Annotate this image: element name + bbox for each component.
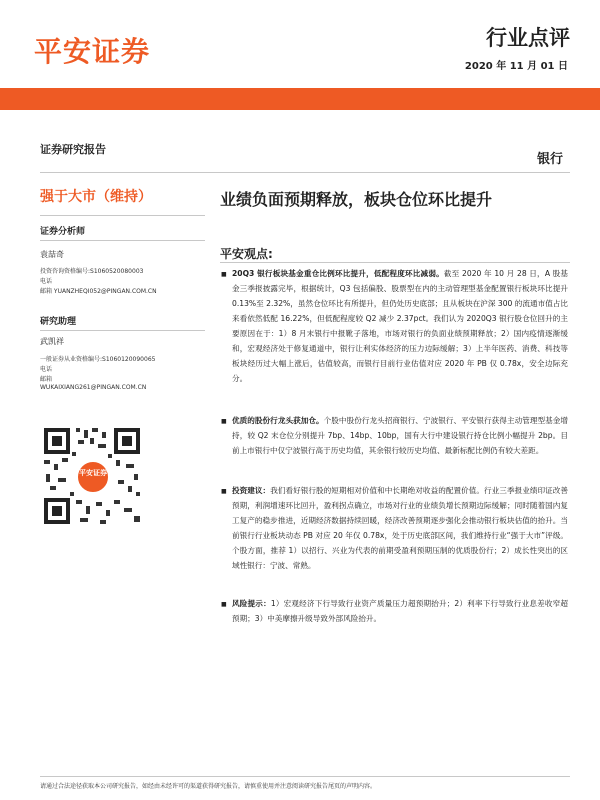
rating-label: 强于大市（维持） bbox=[40, 189, 152, 205]
divider bbox=[40, 215, 205, 216]
page-title: 业绩负面预期释放，板块仓位环比提升 bbox=[220, 190, 493, 209]
company-logo: 平安证券 bbox=[34, 35, 151, 68]
divider bbox=[40, 330, 205, 331]
divider bbox=[40, 776, 570, 777]
view-paragraph-3 bbox=[232, 483, 568, 573]
paragraph-lead: 风险提示： bbox=[232, 599, 271, 608]
analyst-email[interactable]: 邮箱 YUANZHEQI052@PINGAN.COM.CN bbox=[40, 288, 157, 295]
qr-code[interactable] bbox=[40, 424, 144, 528]
bullet-icon: ■ bbox=[221, 418, 227, 425]
document-class: 证券研究报告 bbox=[40, 143, 106, 156]
bullet-icon: ■ bbox=[221, 601, 227, 608]
assistant-email-label: 邮箱 bbox=[40, 376, 53, 383]
paragraph-body: 我们看好银行股的短期相对价值和中长期绝对收益的配置价值。行业三季报业绩印证改善预期，利润增速环比回升，盈利拐点确立，市场对行业的业绩负增长预期边际缓解；同时随着国内复工复产的稳步推进，近期经济数据持续回暖，经济改善预期逐步强化会推动银行板块估值的抬升。当前银行行业板块动态 PB 对应 20 年仅 0.78x，处于历史底部区间，我们维持行业“强于大市”评级。个股方面，推荐 1）以招行、兴业为代表的前期受盈利预期压制的优质股份行；2）成长性突出的区域性银行：宁波、常熟。 bbox=[232, 486, 568, 570]
report-type: 行业点评 bbox=[486, 26, 570, 50]
paragraph-body: 1）宏观经济下行导致行业资产质量压力超预期抬升；2）利率下行导致行业息差收窄超预期；3）中美摩擦升级导致外部风险抬升。 bbox=[232, 599, 568, 623]
divider bbox=[220, 262, 570, 263]
bullet-icon: ■ bbox=[221, 271, 227, 278]
view-paragraph-4 bbox=[232, 596, 568, 626]
assistant-email[interactable]: WUKAIXIANG261@PINGAN.COM.CN bbox=[40, 384, 147, 391]
paragraph-lead: 优质的股份行龙头获加仓。 bbox=[232, 416, 324, 425]
bullet-icon: ■ bbox=[221, 488, 227, 495]
divider bbox=[40, 240, 205, 241]
view-paragraph-2 bbox=[232, 413, 568, 458]
paragraph-body: 截至 2020 年 10 月 28 日，A 股基金三季报披露完毕，根据统计，Q3 包括偏股、股票型在内的主动管理型基金配置银行板块环比提升 0.13%至 2.32%，虽然仓位环比有所提升，但仍处历史底部；且从板块在沪深 300 的流通市值占比来看依然低配 16.22%，但低配程度较 Q2 减少 2.37pct。我们认为 2020Q3 银行股仓位回升的主要原因在于：1）8 月末银行中报靴子落地，市场对银行的负面业绩预期释放；2）国内疫情逐渐缓和，宏观经济处于修复通道中，银行让利实体经济的压力边际缓解；3）上半年医药、消费、科技等板块经历过大幅上涨后，估值较高，而银行目前行业估值对应 2020 年 PB 仅 0.78x，安全边际充分。 bbox=[232, 269, 568, 383]
assistant-cert: 一般证券从业资格编号:S1060120090065 bbox=[40, 356, 156, 363]
header-band bbox=[0, 88, 600, 110]
divider bbox=[40, 172, 570, 173]
view-heading: 平安观点: bbox=[220, 247, 273, 261]
analyst-cert: 投资咨询资格编号:S1060520080003 bbox=[40, 268, 144, 275]
paragraph-body: 个股中股份行龙头招商银行、宁波银行、平安银行获得主动管理型基金增持，较 Q2 末仓位分别提升 7bp、14bp、10bp，国有大行中建设银行持仓比例小幅提升 2bp。目前上市银行中仅宁波银行高于历史均值，其余银行较历史均值、最新标配比例仍有较大差距。 bbox=[232, 416, 569, 455]
paragraph-lead: 投资建议： bbox=[232, 486, 271, 495]
assistant-name: 武凯祥 bbox=[40, 337, 64, 346]
analyst-phone: 电话 bbox=[40, 278, 53, 285]
industry-label: 银行 bbox=[536, 152, 563, 167]
qr-center-logo: 平安证券 bbox=[76, 460, 110, 494]
assistant-heading: 研究助理 bbox=[40, 317, 77, 327]
report-date: 2020 年 11 月 01 日 bbox=[464, 61, 568, 72]
analyst-name: 袁喆奇 bbox=[40, 250, 64, 259]
assistant-phone: 电话 bbox=[40, 366, 53, 373]
analyst-heading: 证券分析师 bbox=[40, 227, 86, 237]
footer-disclaimer: 请通过合法途径获取本公司研究报告，如经由未经许可的渠道获得研究报告，请慎重使用并注意阅读研究报告尾页的声明内容。 bbox=[40, 783, 377, 790]
view-paragraph-1 bbox=[232, 266, 568, 386]
paragraph-lead: 20Q3 银行板块基金重仓比例环比提升，低配程度环比减弱。 bbox=[232, 269, 444, 278]
